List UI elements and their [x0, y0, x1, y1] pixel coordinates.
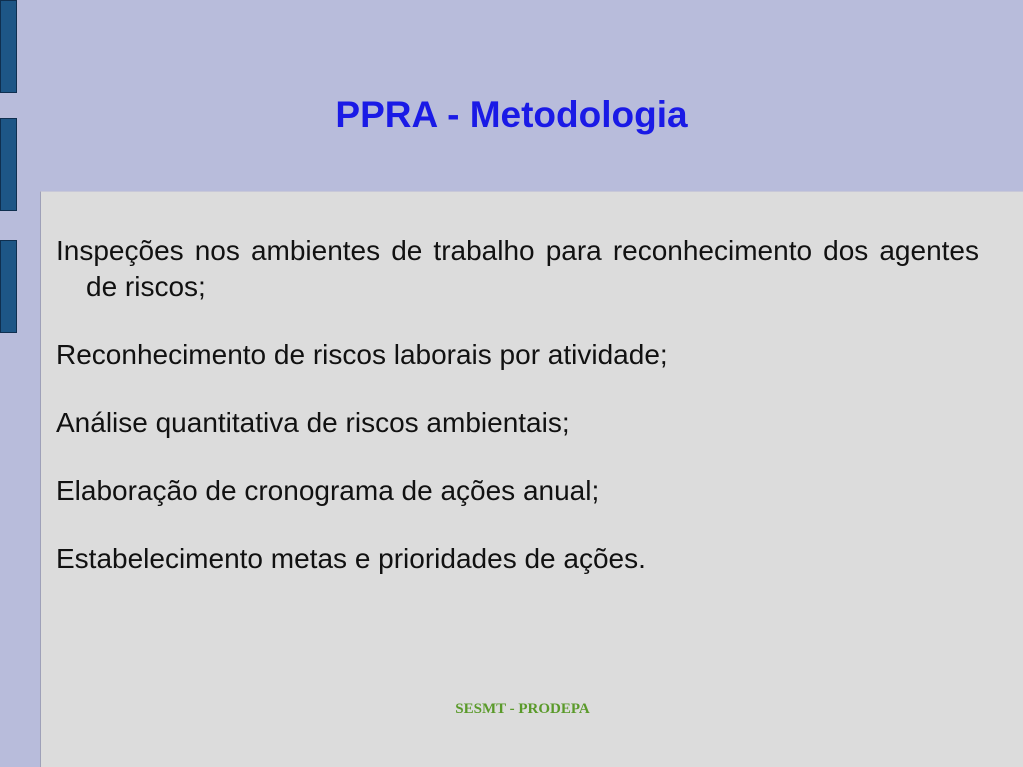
- decorative-side-bar-bottom: [0, 240, 17, 333]
- list-item: Análise quantitativa de riscos ambientais;: [56, 407, 570, 438]
- list-item: Elaboração de cronograma de ações anual;: [56, 475, 600, 506]
- list-item: Inspeções nos ambientes de trabalho para reconhecimento dos agentes de riscos;: [56, 235, 979, 302]
- list-item: Reconhecimento de riscos laborais por atividade;: [56, 339, 668, 370]
- slide-footer: SESMT - PRODEPA: [455, 701, 590, 717]
- content-panel: [40, 191, 1023, 767]
- bullet-list: [56, 233, 979, 609]
- decorative-side-bar-top: [0, 0, 17, 93]
- list-item: Estabelecimento metas e prioridades de ações.: [56, 543, 646, 574]
- slide-title: PPRA - Metodologia: [335, 94, 688, 135]
